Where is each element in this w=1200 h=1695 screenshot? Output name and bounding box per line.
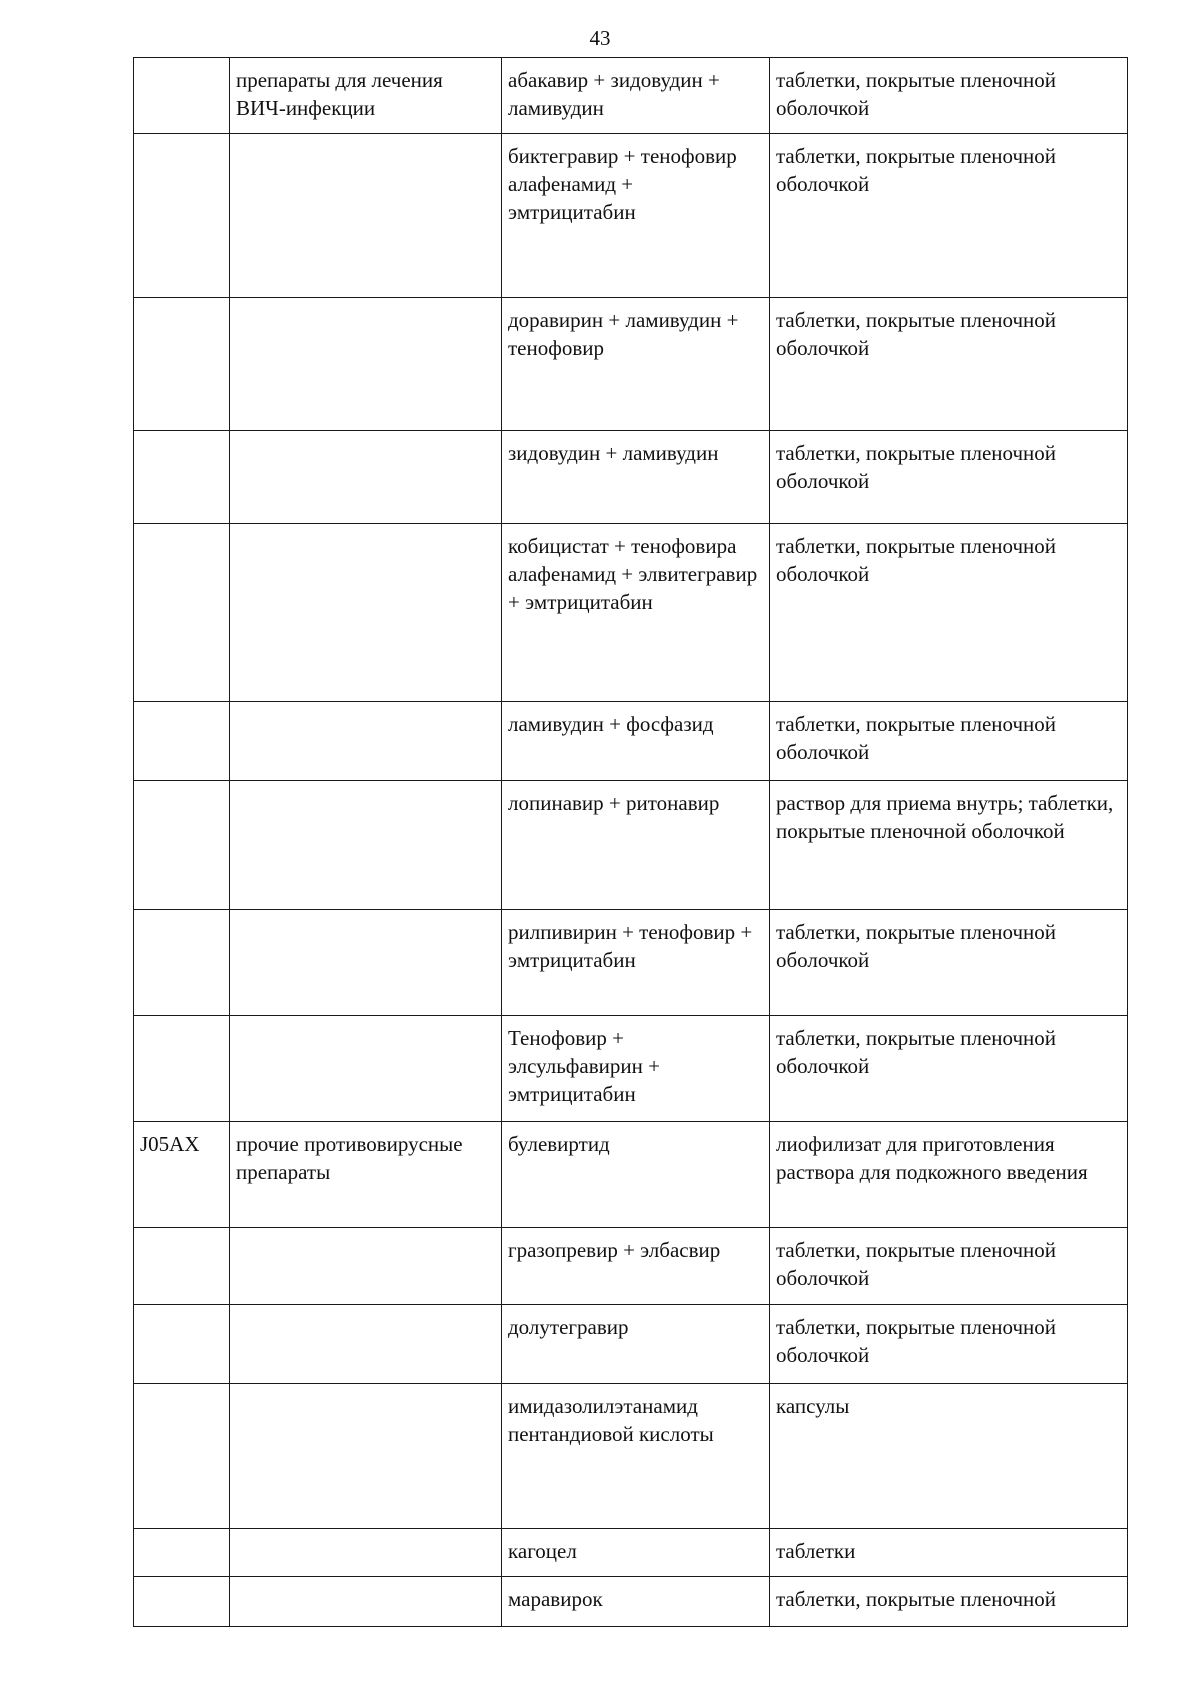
group-cell: [230, 1228, 502, 1305]
atc-code-cell: [134, 1577, 230, 1627]
form-cell: лиофилизат для приготовления раствора для подкожного введения: [770, 1122, 1128, 1228]
group-cell: [230, 524, 502, 702]
atc-code-cell: [134, 1384, 230, 1529]
form-cell: таблетки, покрытые пленочной оболочкой: [770, 524, 1128, 702]
table-row: [134, 58, 1128, 134]
group-cell: [230, 910, 502, 1016]
form-cell: таблетки, покрытые пленочной оболочкой: [770, 58, 1128, 134]
form-cell: таблетки, покрытые пленочной оболочкой: [770, 702, 1128, 781]
drug-cell: абакавир + зидовудин + ламивудин: [502, 58, 770, 134]
table-row: [134, 1016, 1128, 1122]
drug-cell: булевиртид: [502, 1122, 770, 1228]
group-cell: [230, 1305, 502, 1384]
atc-code-cell: [134, 1305, 230, 1384]
drug-cell: маравирок: [502, 1577, 770, 1627]
drug-cell: лопинавир + ритонавир: [502, 781, 770, 910]
drug-cell: рилпивирин + тенофовир + эмтрицитабин: [502, 910, 770, 1016]
table-row: [134, 1228, 1128, 1305]
group-cell: [230, 431, 502, 524]
form-cell: таблетки, покрытые пленочной: [770, 1577, 1128, 1627]
atc-code-cell: [134, 431, 230, 524]
drug-cell: Тенофовир + элсульфавирин + эмтрицитабин: [502, 1016, 770, 1122]
drug-table: [133, 57, 1128, 1627]
group-cell: прочие противовирусные препараты: [230, 1122, 502, 1228]
drug-cell: доравирин + ламивудин + тенофовир: [502, 298, 770, 431]
form-cell: таблетки: [770, 1529, 1128, 1577]
table-row: [134, 298, 1128, 431]
group-cell: [230, 702, 502, 781]
group-cell: [230, 134, 502, 298]
group-cell: препараты для лечения ВИЧ-инфекции: [230, 58, 502, 134]
table-row: [134, 910, 1128, 1016]
form-cell: таблетки, покрытые пленочной оболочкой: [770, 431, 1128, 524]
drug-cell: биктегравир + тенофовир алафенамид + эмтрицитабин: [502, 134, 770, 298]
table-row: [134, 1305, 1128, 1384]
form-cell: таблетки, покрытые пленочной оболочкой: [770, 298, 1128, 431]
drug-cell: кобицистат + тенофовира алафенамид + элвитегравир + эмтрицитабин: [502, 524, 770, 702]
atc-code-cell: [134, 1228, 230, 1305]
group-cell: [230, 1577, 502, 1627]
group-cell: [230, 781, 502, 910]
table-row: [134, 781, 1128, 910]
atc-code-cell: [134, 1016, 230, 1122]
group-cell: [230, 1384, 502, 1529]
form-cell: раствор для приема внутрь; таблетки, покрытые пленочной оболочкой: [770, 781, 1128, 910]
atc-code-cell: [134, 298, 230, 431]
form-cell: капсулы: [770, 1384, 1128, 1529]
drug-cell: долутегравир: [502, 1305, 770, 1384]
drug-cell: гразопревир + элбасвир: [502, 1228, 770, 1305]
atc-code-cell: [134, 1529, 230, 1577]
drug-cell: зидовудин + ламивудин: [502, 431, 770, 524]
atc-code-cell: [134, 58, 230, 134]
form-cell: таблетки, покрытые пленочной оболочкой: [770, 134, 1128, 298]
group-cell: [230, 1016, 502, 1122]
atc-code-cell: [134, 134, 230, 298]
table-row: [134, 1384, 1128, 1529]
atc-code-cell: [134, 781, 230, 910]
atc-code-cell: [134, 702, 230, 781]
group-cell: [230, 1529, 502, 1577]
table-row: [134, 431, 1128, 524]
atc-code-cell: [134, 910, 230, 1016]
page-number: 43: [589, 26, 611, 50]
table-row: [134, 1529, 1128, 1577]
form-cell: таблетки, покрытые пленочной оболочкой: [770, 1305, 1128, 1384]
drug-cell: кагоцел: [502, 1529, 770, 1577]
table-row: [134, 1122, 1128, 1228]
drug-cell: ламивудин + фосфазид: [502, 702, 770, 781]
atc-code-cell: [134, 524, 230, 702]
table-row: [134, 524, 1128, 702]
form-cell: таблетки, покрытые пленочной оболочкой: [770, 1016, 1128, 1122]
group-cell: [230, 298, 502, 431]
table-row: [134, 134, 1128, 298]
atc-code-cell: J05AX: [134, 1122, 230, 1228]
table-row: [134, 702, 1128, 781]
form-cell: таблетки, покрытые пленочной оболочкой: [770, 1228, 1128, 1305]
table-row: [134, 1577, 1128, 1627]
drug-cell: имидазолилэтанамид пентандиовой кислоты: [502, 1384, 770, 1529]
form-cell: таблетки, покрытые пленочной оболочкой: [770, 910, 1128, 1016]
